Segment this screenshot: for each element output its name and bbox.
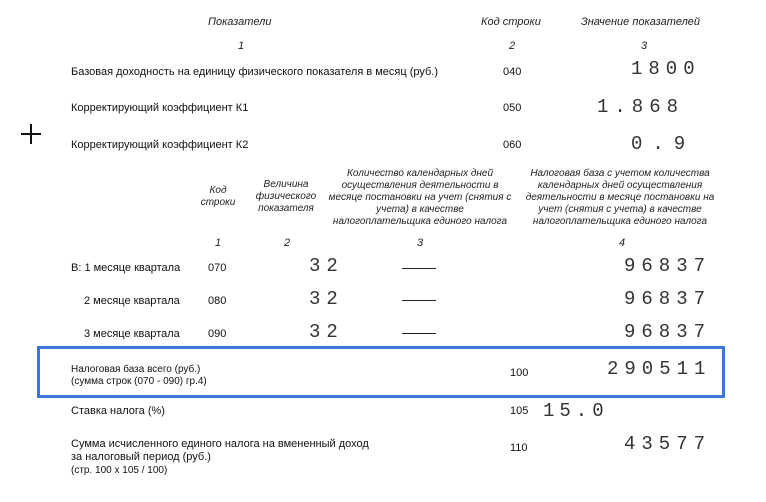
mid-num-3: 3 xyxy=(417,237,424,249)
row-105-code: 105 xyxy=(510,405,529,417)
row-070-phys: 32 xyxy=(309,255,344,277)
row-090-phys: 32 xyxy=(309,321,344,343)
row-110-code: 110 xyxy=(510,442,528,454)
row-070-code: 070 xyxy=(208,262,227,274)
row-070-base: 96837 xyxy=(624,255,712,277)
header-num-1: 1 xyxy=(238,40,245,52)
row-100-value: 290511 xyxy=(607,358,712,380)
row-110-sublabel: (стр. 100 х 105 / 100) xyxy=(71,465,168,476)
row-100-label: Налоговая база всего (руб.) xyxy=(71,364,201,375)
row-110-value: 43577 xyxy=(624,433,712,455)
header-num-3: 3 xyxy=(641,40,648,52)
row-100-sublabel: (сумма строк (070 - 090) гр.4) xyxy=(71,376,207,387)
row-090-label: 3 месяце квартала xyxy=(84,328,180,340)
row-070-days-dash xyxy=(402,268,436,269)
row-060-label: Корректирующий коэффициент К2 xyxy=(71,139,249,151)
row-060-code: 060 xyxy=(503,139,522,151)
row-100-code: 100 xyxy=(510,367,529,379)
row-040-label: Базовая доходность на единицу физического показателя в месяц (руб.) xyxy=(71,66,439,78)
row-050-code: 050 xyxy=(503,102,522,114)
row-060-value: 0.9 xyxy=(631,133,696,155)
row-105-label: Ставка налога (%) xyxy=(71,405,165,417)
row-080-phys: 32 xyxy=(309,288,344,310)
row-040-code: 040 xyxy=(503,66,522,78)
header-indicators: Показатели xyxy=(208,16,272,28)
row-050-label: Корректирующий коэффициент К1 xyxy=(71,102,249,114)
header-line-code: Код строки xyxy=(481,16,541,28)
row-105-value: 15.0 xyxy=(543,400,609,422)
header-values: Значение показателей xyxy=(581,16,701,28)
row-070-label: В: 1 месяце квартала xyxy=(71,262,181,274)
row-110-label-1: Сумма исчисленного единого налога на вмененный доход xyxy=(71,438,369,450)
row-080-code: 080 xyxy=(208,295,227,307)
mid-num-1: 1 xyxy=(215,237,222,249)
row-080-base: 96837 xyxy=(624,288,712,310)
row-090-code: 090 xyxy=(208,328,227,340)
row-090-base: 96837 xyxy=(624,321,712,343)
header-num-2: 2 xyxy=(509,40,516,52)
row-080-label: 2 месяце квартала xyxy=(84,295,180,307)
crosshair-marker xyxy=(21,124,41,144)
mid-num-2: 2 xyxy=(284,237,291,249)
row-110-label-2: за налоговый период (руб.) xyxy=(71,451,211,463)
mid-header-days: Количество календарных дней осуществления деятельности в месяце постановки на учет (снятия с учета) в качестве налогоплательщика единого налога xyxy=(328,168,512,227)
row-080-days-dash xyxy=(402,300,436,301)
row-050-value: 1.868 xyxy=(597,96,685,118)
mid-header-base: Налоговая база с учетом количества календарных дней осуществления деятельности в месяце постановки на учет (снятия с учета) в качестве налогоплательщика единого налога xyxy=(525,168,715,227)
mid-header-code: Код строки xyxy=(200,185,236,208)
mid-num-4: 4 xyxy=(619,237,626,249)
row-090-days-dash xyxy=(402,333,436,334)
mid-header-phys: Величина физического показателя xyxy=(255,179,317,214)
row-040-value: 1800 xyxy=(631,58,701,80)
